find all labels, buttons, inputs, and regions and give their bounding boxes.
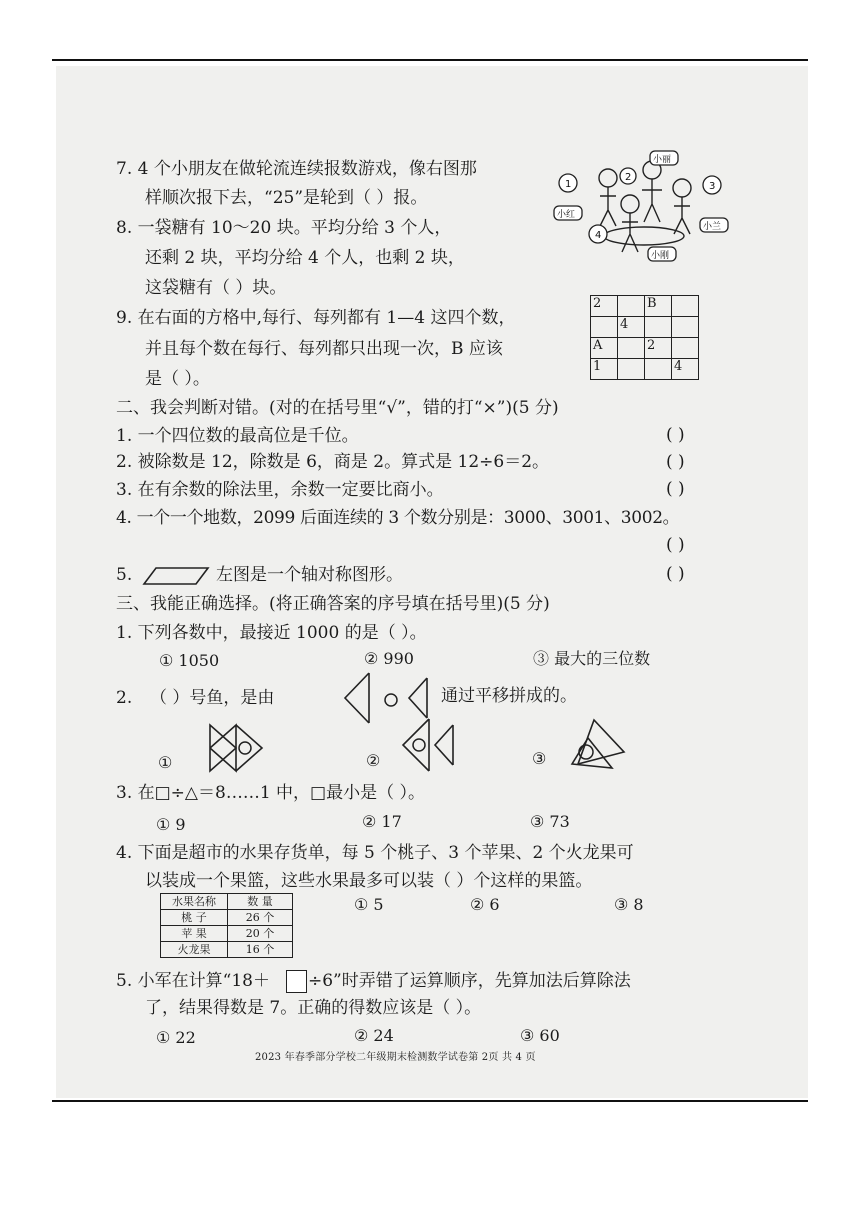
badge-3: 3 [709,181,716,192]
table-cell: 26 个 [228,910,293,926]
table-cell: 火龙果 [161,942,228,958]
name-xiaogang: 小刚 [651,251,670,261]
table-header-row [161,894,293,910]
table-cell: 苹 果 [161,926,228,942]
s2-item4: 4. 一个一个地数，2099 后面连续的 3 个数分别是：3000、3001、3002。 [116,508,680,528]
s3-q2-option1-mark[interactable]: ① [158,753,173,772]
children-circle-illustration [554,148,730,264]
fish-option-1 [206,721,266,775]
s3-q1-option1[interactable]: ① 1050 [159,651,220,670]
grid-cell: 4 [672,359,699,380]
s2-answer-bracket-2[interactable]: ( ) [666,452,685,472]
grid-cell [672,296,699,317]
s2-answer-bracket-5[interactable]: ( ) [666,564,685,584]
s3-q3: 3. 在□÷△＝8……1 中，□最小是（ ）。 [116,783,426,803]
s3-q2-option3-mark[interactable]: ③ [532,749,547,768]
table-row [161,942,293,958]
s2-answer-bracket-4[interactable]: ( ) [666,535,685,555]
grid-cell: 2 [645,338,672,359]
fish-option-3 [568,714,628,770]
grid-cell [645,359,672,380]
s3-q5-option2[interactable]: ② 24 [354,1026,394,1045]
s3-q1-option3[interactable]: ③ 最大的三位数 [533,649,651,668]
name-xiaohong: 小红 [557,210,576,220]
badge-4: 4 [595,230,602,241]
fish-option-2 [401,717,457,773]
q9-line3: 是（ ）。 [145,369,210,389]
s2-item2: 2. 被除数是 12，除数是 6，商是 2。算式是 12÷6＝2。 [116,452,550,472]
table-cell: 20 个 [228,926,293,942]
grid-cell [645,317,672,338]
page-footer: 2023 年春季部分学校二年级期末检测数学试卷第 2页 共 4 页 [255,1052,536,1063]
s3-q5-line1-a: 5. 小军在计算“18＋ [116,971,270,991]
top-rule [52,59,808,61]
grid-cell [618,296,645,317]
s3-q4-option1[interactable]: ① 5 [354,895,384,914]
q9-line2: 并且每个数在每行、每列都只出现一次，B 应该 [145,339,503,359]
parallelogram-figure [144,567,210,585]
s3-q4-option3[interactable]: ③ 8 [614,895,644,914]
q9-line1: 9. 在右面的方格中,每行、每列都有 1—4 这四个数， [116,308,516,328]
badge-1: 1 [565,179,572,190]
s3-q2-text-a: （ ）号鱼，是由 [150,688,275,708]
q7-line2: 样顺次报下去，“25”是轮到（ ）报。 [145,188,428,208]
s3-q2-option2-mark[interactable]: ② [366,751,381,770]
table-header: 水果名称 [161,894,228,910]
badge-2: 2 [625,172,632,183]
s3-q5-option1[interactable]: ① 22 [156,1028,196,1047]
q8-line1: 8. 一袋糖有 10～20 块。平均分给 3 个人， [116,218,452,238]
s2-item3: 3. 在有余数的除法里，余数一定要比商小。 [116,480,444,500]
s3-q5-line2: 了，结果得数是 7。正确的得数应该是（ ）。 [145,998,482,1018]
grid-cell: B [645,296,672,317]
fruit-stock-table [160,893,293,958]
s3-q1-option2[interactable]: ② 990 [364,649,414,668]
s3-q2-number: 2. [116,688,133,708]
s3-q5-option3[interactable]: ③ 60 [520,1026,560,1045]
s3-q3-option1[interactable]: ① 9 [156,815,186,834]
section2-title: 二、我会判断对错。(对的在括号里“√”，错的打“×”)(5 分) [116,398,559,418]
s3-q3-option2[interactable]: ② 17 [362,812,402,831]
s2-answer-bracket-1[interactable]: ( ) [666,425,685,445]
bottom-rule [52,1100,808,1102]
s3-q5-line1-b: ÷6”时弄错了运算顺序，先算加法后算除法 [308,971,631,991]
s3-q4-option2[interactable]: ② 6 [470,895,500,914]
grid-cell [672,317,699,338]
s3-q3-option3[interactable]: ③ 73 [530,812,570,831]
table-cell: 16 个 [228,942,293,958]
name-xiaoli: 小丽 [653,155,672,165]
grid-cell: 2 [591,296,618,317]
s3-q4-line1: 4. 下面是超市的水果存货单，每 5 个桃子、3 个苹果、2 个火龙果可 [116,843,634,863]
s2-item5: 左图是一个轴对称图形。 [216,565,403,585]
grid-cell [618,338,645,359]
q7-line1: 7. 4 个小朋友在做轮流连续报数游戏，像右图那 [116,159,477,179]
s3-q4-line2: 以装成一个果篮，这些水果最多可以装（ ）个这样的果篮。 [145,871,593,891]
s3-q1: 1. 下列各数中，最接近 1000 的是（ ）。 [116,623,427,643]
table-row [161,926,293,942]
number-grid [590,295,699,380]
blank-box[interactable] [286,970,307,993]
section3-title: 三、我能正确选择。(将正确答案的序号填在括号里)(5 分) [116,594,550,614]
table-header: 数 量 [228,894,293,910]
children-figures [599,161,691,252]
grid-cell: A [591,338,618,359]
grid-cell [618,359,645,380]
grid-cell [672,338,699,359]
s2-item5-number: 5. [116,565,133,585]
q8-line2: 还剩 2 块，平均分给 4 个人，也剩 2 块， [145,248,465,268]
s3-q2-text-b: 通过平移拼成的。 [441,686,577,706]
grid-cell: 1 [591,359,618,380]
name-xiaolan: 小兰 [703,222,722,232]
s2-item1: 1. 一个四位数的最高位是千位。 [116,426,359,446]
s2-answer-bracket-3[interactable]: ( ) [666,479,685,499]
grid-cell: 4 [618,317,645,338]
grid-cell [591,317,618,338]
q8-line3: 这袋糖有（ ）块。 [145,278,287,298]
table-cell: 桃 子 [161,910,228,926]
table-row [161,910,293,926]
